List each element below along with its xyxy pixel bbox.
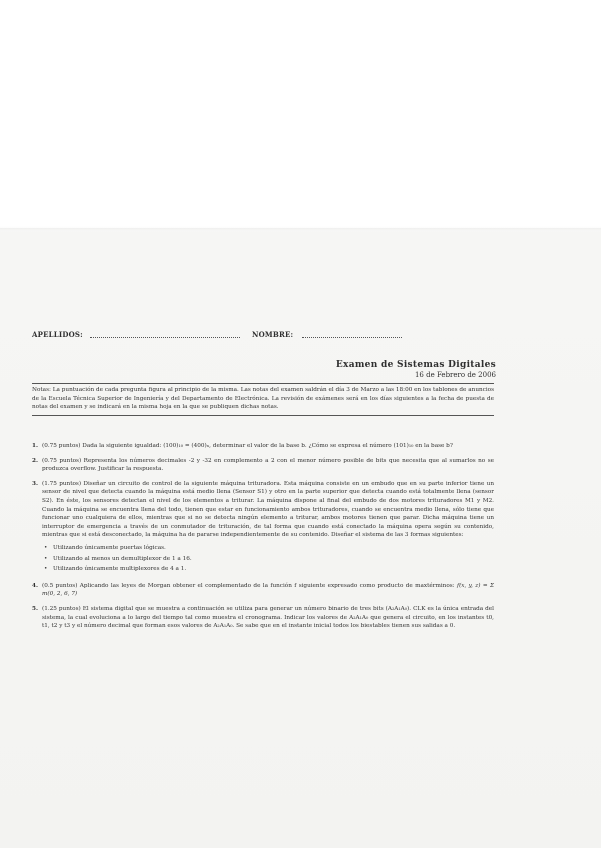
design-options-list — [44, 544, 494, 574]
exam-title-block — [336, 360, 496, 379]
question-text: (1.25 puntos) El sistema digital que se muestra a continuación se utiliza para generar un número binario de tres bits (A₂A₁A₀). CLK es la única entrada del sistema, la cual evoluciona a lo largo del tiempo tal como muestra el cronograma. Indicar los valores de A₂A₁A₀ que genera el circuito, en los instantes t0, t1, t2 y t3 y el número decimal que forman esos valores de A₂A₁A₀. Se sabe que en el instante inicial todos los biestables tienen sus salidas a 0. — [42, 605, 494, 630]
question-text: (0.75 puntos) Dada la siguiente igualdad: (100)₁₀ = (400)ₙ, determinar el valor de la base b. ¿Cómo se expresa el número (101)₁₀ en la base b? — [42, 443, 453, 449]
surname-field-line — [90, 337, 240, 338]
question-1 — [32, 442, 494, 451]
question-4 — [32, 582, 494, 599]
question-number: 5. — [32, 605, 38, 612]
question-text: (1.75 puntos) Diseñar un circuito de control de la siguiente máquina trituradora. Esta máquina consiste en un embudo que en su parte inferior tiene un sensor de nivel que detecta cuando la máquina está medio llena (Sensor S1) y otro en la parte superior que detecta cuando está totalmente llena (sensor S2). En éste, los sensores detectan el nivel de los elementos a triturar. La máquina dispone al final del embudo de dos motores trituradores M1 y M2. Cuando la máquina se encuentra llena del todo, tienen que estar en funcionamiento ambos trituradores, cuando se encuentra medio llena, sólo tiene que funcionar uno cualquiera de ellos, mientras que si no se detecta ningún elemento a triturar, ambos motores tienen que parar. Dicha máquina tiene un interruptor de emergencia a través de un conmutador de trituración, de tal forma que cuando está conectado la máquina opera según su contenido, mientras que si está desconectado, la máquina ha de pararse independientemente de su contenido. Diseñar el sistema de las 3 formas siguientes: — [42, 480, 494, 539]
function-formula: f(x, y, z) = Σ m(0, 2, 6, 7) — [42, 582, 494, 598]
question-number: 1. — [32, 443, 38, 449]
list-item — [44, 544, 494, 553]
question-number: 3. — [32, 480, 38, 487]
question-text: (0.5 puntos) Aplicando las leyes de Morgan obtener el complementado de la función f siguiente expresado como producto de maxtérminos: — [42, 582, 455, 589]
exam-sheet — [0, 230, 601, 848]
exam-date: 16 de Febrero de 2006 — [414, 371, 496, 379]
question-3 — [32, 480, 494, 576]
question-body — [42, 457, 494, 474]
question-body — [42, 480, 494, 576]
student-header — [32, 330, 410, 344]
question-body — [42, 442, 494, 451]
question-5 — [32, 605, 494, 631]
question-2 — [32, 457, 494, 474]
name-field-line — [302, 337, 402, 338]
option-text: Utilizando únicamente puertas lógicas. — [53, 544, 166, 551]
surname-label: APELLIDOS: — [32, 330, 83, 339]
name-label: NOMBRE: — [252, 330, 294, 339]
question-number: 4. — [32, 582, 38, 589]
option-text: Utilizando únicamente multiplexores de 4 a 1. — [53, 566, 187, 573]
exam-title: Examen de Sistemas Digitales — [335, 360, 496, 370]
exam-notes: Notas: La puntuación de cada pregunta figura al principio de la misma. Las notas del examen saldrán el día 3 de Marzo a las 18:00 en los tablones de anuncios de la Escuela Técnica Superior de Ingeniería y del Departamento de Electrónica. La revisión de exámenes será en los días siguientes a la fecha de puesta de notas del examen y se indicará en la misma hoja en la que se publiquen dichas notas. — [32, 383, 494, 416]
bullet-icon: • — [44, 544, 48, 551]
list-item — [44, 555, 494, 564]
bullet-icon: • — [44, 555, 48, 562]
question-number: 2. — [32, 457, 38, 464]
option-text: Utilizando al menos un demultiplexor de 1 a 16. — [53, 555, 192, 562]
list-item — [44, 565, 494, 574]
question-list — [32, 442, 494, 637]
question-body — [42, 582, 494, 599]
bullet-icon: • — [44, 566, 48, 573]
question-text: (0.75 puntos) Representa los números decimales -2 y -32 en complemento a 2 con el menor número posible de bits que necesita que al sumarlos no se produzca overflow. Justificar la respuesta. — [42, 457, 494, 473]
question-body — [42, 605, 494, 631]
